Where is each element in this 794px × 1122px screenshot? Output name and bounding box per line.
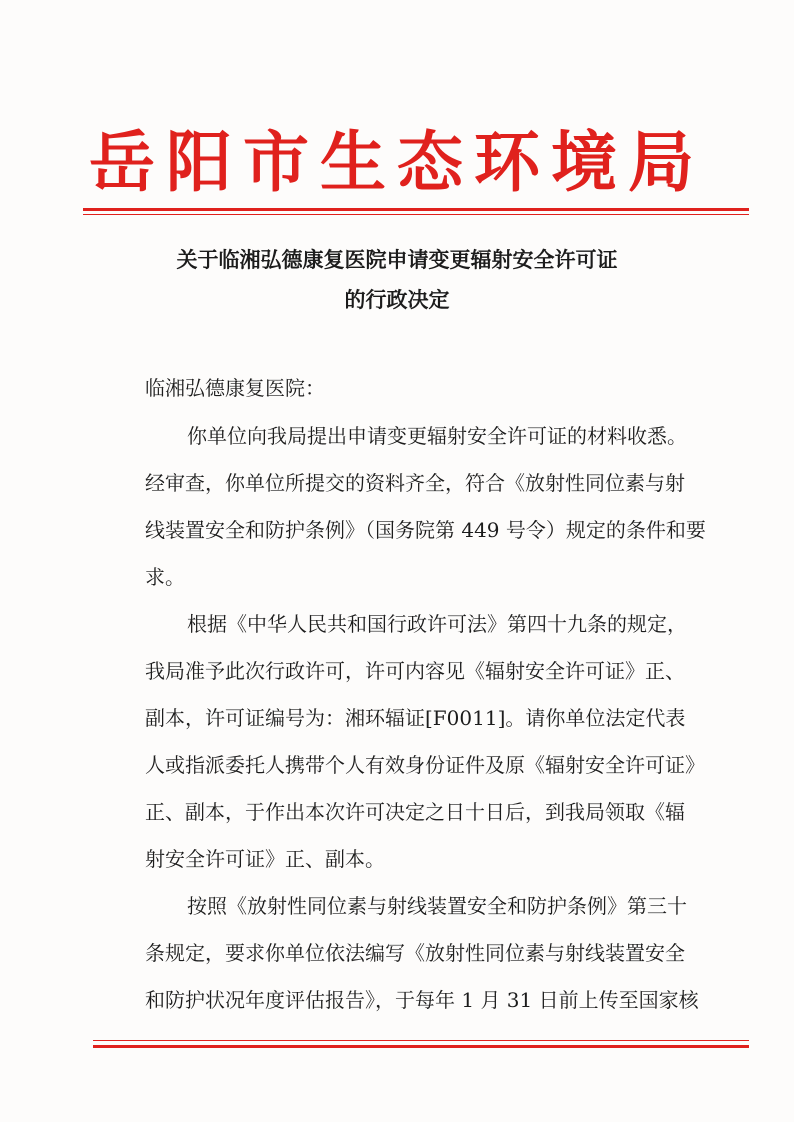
body-line: 射安全许可证》正、副本。 — [145, 847, 385, 871]
footer-red-rule-thin — [93, 1040, 749, 1041]
salutation: 临湘弘德康复医院： — [145, 376, 325, 400]
document-title-line-2: 的行政决定 — [344, 287, 450, 312]
footer-red-rule-thick — [93, 1045, 749, 1048]
letterhead-org-name: 岳阳市生态环境局 — [89, 123, 705, 201]
document-title-line-1: 关于临湘弘德康复医院申请变更辐射安全许可证 — [176, 247, 618, 272]
body-line: 副本，许可证编号为：湘环辐证[F0011]。请你单位法定代表 — [145, 706, 686, 730]
body-line: 求。 — [145, 565, 185, 589]
letterhead-red-rule-thin — [83, 214, 749, 215]
body-line: 你单位向我局提出申请变更辐射安全许可证的材料收悉。 — [187, 424, 687, 448]
letterhead-red-rule-thick — [83, 208, 749, 211]
body-line: 根据《中华人民共和国行政许可法》第四十九条的规定， — [187, 612, 687, 636]
body-line: 人或指派委托人携带个人有效身份证件及原《辐射安全许可证》 — [145, 753, 705, 777]
body-line: 按照《放射性同位素与射线装置安全和防护条例》第三十 — [187, 894, 687, 918]
body-line: 线装置安全和防护条例》（国务院第 449 号令）规定的条件和要 — [145, 518, 706, 542]
body-line: 条规定，要求你单位依法编写《放射性同位素与射线装置安全 — [145, 941, 685, 965]
body-line: 我局准予此次行政许可，许可内容见《辐射安全许可证》正、 — [145, 659, 685, 683]
body-line: 正、副本，于作出本次许可决定之日十日后，到我局领取《辐 — [145, 800, 685, 824]
body-line: 经审查，你单位所提交的资料齐全，符合《放射性同位素与射 — [145, 471, 685, 495]
body-line: 和防护状况年度评估报告》，于每年 1 月 31 日前上传至国家核 — [145, 988, 699, 1012]
